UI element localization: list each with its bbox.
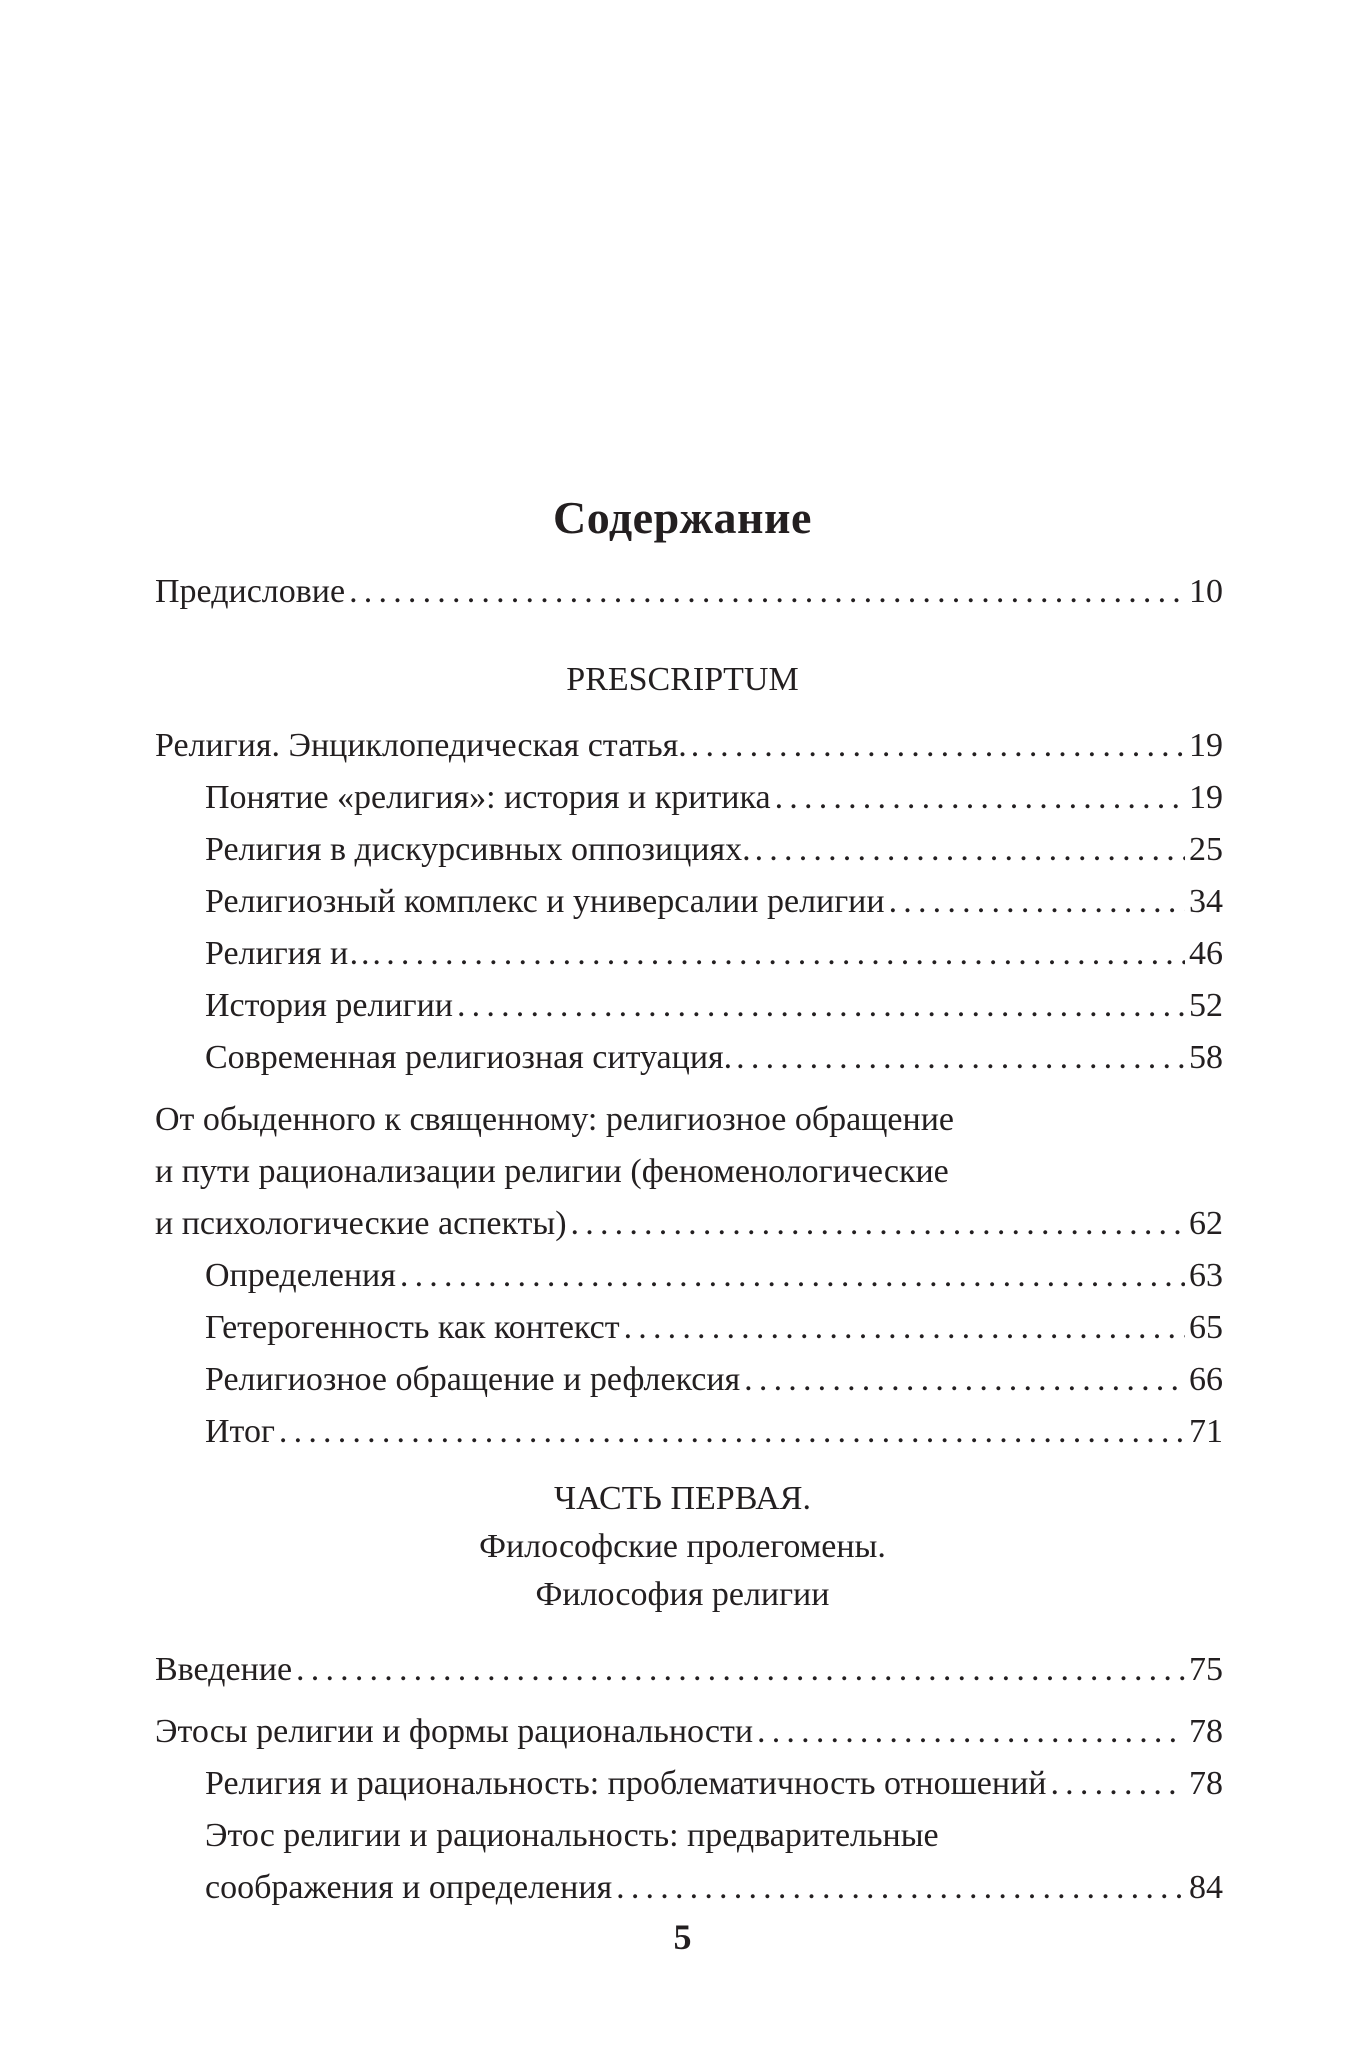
toc-page-number: 46 — [1189, 935, 1223, 972]
leader-dots — [775, 772, 1185, 824]
toc-entry-preface[interactable] — [155, 566, 1223, 618]
toc-title: Содержание — [553, 492, 812, 543]
toc-entry-title-line: и пути рационализации религии (феноменологические — [155, 1153, 949, 1190]
toc-page-number: 63 — [1189, 1257, 1223, 1294]
toc-entry-title: Гетерогенность как контекст — [205, 1309, 620, 1346]
toc-entry-modern[interactable] — [205, 1032, 1223, 1084]
toc-entry-title: Религиозный комплекс и универсалии религии — [205, 883, 885, 920]
leader-dots — [400, 1250, 1185, 1302]
toc-entry-religion-article[interactable] — [155, 720, 1223, 772]
leader-dots — [616, 1862, 1185, 1914]
leader-dots — [386, 928, 1185, 980]
page-number: 5 — [673, 1917, 692, 1957]
toc-page-number: 52 — [1189, 987, 1223, 1024]
toc-page-number: 84 — [1189, 1869, 1223, 1906]
toc-entry-reflection[interactable] — [205, 1354, 1223, 1406]
toc-entry-heterogeneity[interactable] — [205, 1302, 1223, 1354]
toc-page-number: 65 — [1189, 1309, 1223, 1346]
leader-dots — [757, 1706, 1185, 1758]
toc-entry-title: Определения — [205, 1257, 396, 1294]
toc-entry-title-line: и психологические аспекты) — [155, 1205, 567, 1242]
leader-dots — [744, 1354, 1185, 1406]
toc-entry-title-line: От обыденного к священному: религиозное обращение — [155, 1101, 954, 1138]
toc-entry-title: Религиозное обращение и рефлексия — [205, 1361, 741, 1398]
toc-page-number: 25 — [1189, 831, 1223, 868]
toc-entry-title: Понятие «религия»: история и критика — [205, 779, 771, 816]
toc-page-number: 19 — [1189, 779, 1223, 816]
toc-page-number: 19 — [1189, 727, 1223, 764]
toc-entry-title-line: Этос религии и рациональность: предварительные — [205, 1817, 939, 1854]
toc-entry-rationality[interactable] — [205, 1758, 1223, 1810]
leader-dots — [691, 720, 1185, 772]
toc-entry-ethos-definitions[interactable] — [205, 1810, 1223, 1914]
toc-entry-definitions[interactable] — [205, 1250, 1223, 1302]
leader-dots — [349, 566, 1185, 618]
leader-dots — [1050, 1758, 1185, 1810]
toc-page-number: 62 — [1189, 1205, 1223, 1242]
toc-entry-title: Предисловие — [155, 573, 346, 610]
toc-page-number: 75 — [1189, 1651, 1223, 1688]
toc-entry-title: Введение — [155, 1651, 293, 1688]
toc-entry-title: Современная религиозная ситуация. — [205, 1039, 733, 1076]
toc-entry-title: Этосы религии и формы рациональности — [155, 1713, 754, 1750]
toc-entry-discursive[interactable] — [205, 824, 1223, 876]
toc-entry-title: Религия и рациональность: проблематичность отношений — [205, 1765, 1047, 1802]
leader-dots — [889, 876, 1185, 928]
section-heading-part-one-line1: ЧАСТЬ ПЕРВАЯ. — [554, 1480, 811, 1517]
toc-entry-title: Итог — [205, 1413, 275, 1450]
toc-entry-history[interactable] — [205, 980, 1223, 1032]
toc-page-number: 78 — [1189, 1765, 1223, 1802]
toc-entry-religion-and[interactable] — [205, 928, 1223, 980]
toc-page-number: 10 — [1189, 573, 1223, 610]
leader-dots — [457, 980, 1185, 1032]
section-heading-part-one-line3: Философия религии — [535, 1576, 830, 1613]
toc-entry-introduction[interactable] — [155, 1644, 1223, 1696]
leader-dots — [296, 1644, 1185, 1696]
leader-dots — [755, 824, 1185, 876]
toc-entry-title: Религия в дискурсивных оппозициях. — [205, 831, 751, 868]
section-heading-part-one-line2: Философские пролегомены. — [479, 1528, 886, 1565]
toc-entry-complex[interactable] — [205, 876, 1223, 928]
leader-dots — [736, 1032, 1185, 1084]
section-heading-prescriptum: PRESCRIPTUM — [566, 661, 799, 698]
toc-page-number: 71 — [1189, 1413, 1223, 1450]
leader-dots — [571, 1198, 1185, 1250]
toc-entry-conversion[interactable] — [155, 1094, 1223, 1250]
toc-page-number: 78 — [1189, 1713, 1223, 1750]
toc-entry-title: История религии — [205, 987, 453, 1024]
toc-page-number: 66 — [1189, 1361, 1223, 1398]
toc-page-number: 58 — [1189, 1039, 1223, 1076]
toc-entry-title: Религия. Энциклопедическая статья. — [155, 727, 687, 764]
leader-dots — [279, 1406, 1185, 1458]
toc-entry-ethos[interactable] — [155, 1706, 1223, 1758]
toc-entry-concept[interactable] — [205, 772, 1223, 824]
toc-entry-result[interactable] — [205, 1406, 1223, 1458]
toc-page-number: 34 — [1189, 883, 1223, 920]
toc-entry-title-line: соображения и определения — [205, 1869, 613, 1906]
toc-entry-title: Религия и… — [205, 935, 383, 972]
leader-dots — [624, 1302, 1185, 1354]
